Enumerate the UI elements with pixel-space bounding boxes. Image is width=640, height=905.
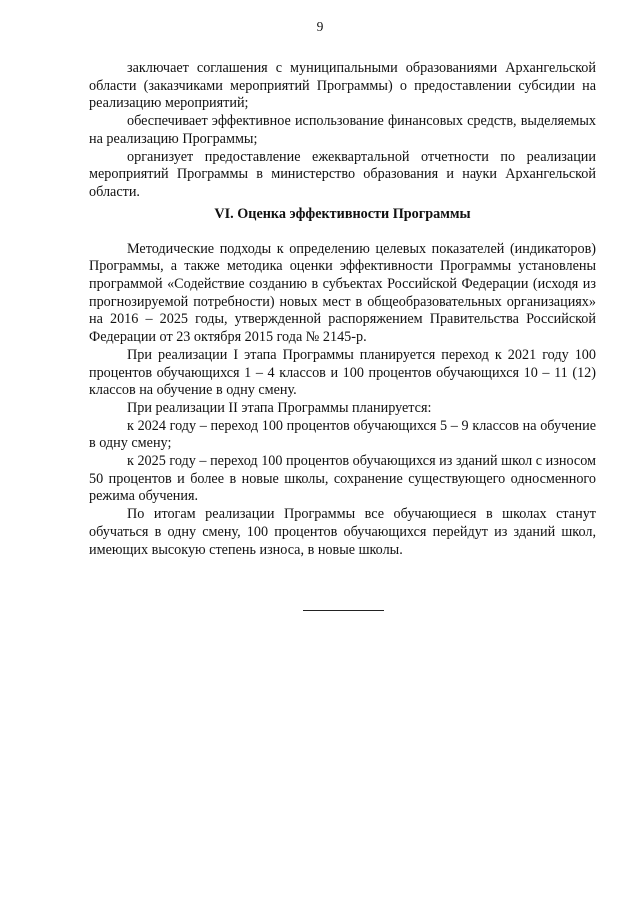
paragraph-stage-two-intro: При реализации II этапа Программы планируется: bbox=[127, 399, 432, 416]
paragraph-methodology: Методические подходы к определению целевых показателей (индикаторов) Программы, а также методика оценки эффективности Программы установлены программой «Содействие созданию в субъектах Российской Федерации (исходя из прогнозируемой потребности) новых мест в общеобразовательных организациях» на 2016 – 2025 годы, утвержденной распоряжением Правительства Российской Федерации от 23 октября 2015 года № 2145-р. bbox=[89, 240, 596, 346]
paragraph-agreements: заключает соглашения с муниципальными образованиями Архангельской области (заказчиками мероприятий Программы) о предоставлении субсидии на реализацию мероприятий; bbox=[89, 60, 596, 112]
paragraph-stage-two-2024: к 2024 году – переход 100 процентов обучающихся 5 – 9 классов на обучение в одну смену; bbox=[89, 417, 596, 452]
paragraph-reporting: организует предоставление ежеквартальной отчетности по реализации мероприятий Программы в министерство образования и науки Архангельской области. bbox=[89, 148, 596, 200]
page-number: 9 bbox=[316, 19, 324, 34]
paragraph-stage-one: При реализации I этапа Программы планируется переход к 2021 году 100 процентов обучающихся 1 – 4 классов и 100 процентов обучающихся 10 – 11 (12) классов на обучение в одну смену. bbox=[89, 346, 596, 399]
paragraph-stage-two-2025: к 2025 году – переход 100 процентов обучающихся из зданий школ с износом 50 процентов и более в новые школы, сохранение существующего односменного режима обучения. bbox=[89, 453, 596, 505]
document-body bbox=[89, 60, 596, 559]
paragraph-efficient-use: обеспечивает эффективное использование финансовых средств, выделяемых на реализацию Программы; bbox=[89, 113, 596, 147]
paragraph-summary: По итогам реализации Программы все обучающиеся в школах станут обучаться в одну смену, 100 процентов обучающихся перейдут из зданий школ, имеющих высокую степень износа, в новые школы. bbox=[89, 506, 596, 558]
section-heading: VI. Оценка эффективности Программы bbox=[214, 205, 471, 222]
end-separator-line bbox=[303, 610, 384, 611]
